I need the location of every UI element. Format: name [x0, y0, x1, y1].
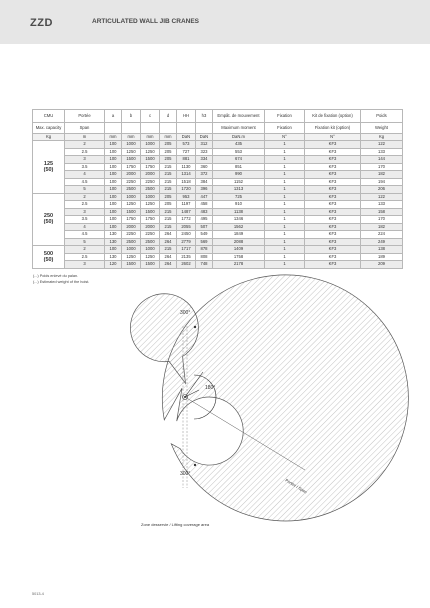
table-cell: 130 [105, 238, 122, 246]
table-cell: 100 [105, 186, 122, 194]
table-cell: 727 [177, 148, 196, 156]
table-cell: 1000 [122, 193, 141, 201]
header-cell-5: d [160, 110, 177, 123]
table-cell: 483 [196, 208, 213, 216]
table-cell: 100 [105, 163, 122, 171]
table-cell: KF3 [305, 141, 361, 149]
table-cell: 100 [105, 201, 122, 209]
unit-cell-8: DaN.m [213, 134, 265, 141]
table-cell: 1849 [213, 231, 265, 239]
table-cell: 360 [196, 163, 213, 171]
table-cell: 2602 [177, 261, 196, 269]
table-cell: 1000 [141, 141, 160, 149]
table-cell: 1 [265, 261, 305, 269]
table-cell: 5 [65, 238, 105, 246]
table-cell: 2779 [177, 238, 196, 246]
span-label: Portée / Span [284, 477, 309, 495]
subheader-cell-0: Max. capacity [33, 123, 65, 134]
table-cell: 4 [65, 223, 105, 231]
table-cell: 5 [65, 186, 105, 194]
table-cell: 2500 [141, 238, 160, 246]
table-cell: 2000 [122, 171, 141, 179]
table-cell: 1138 [213, 208, 265, 216]
table-cell: 1409 [213, 246, 265, 254]
table-cell: 189 [361, 253, 403, 261]
unit-cell-3: mm [122, 134, 141, 141]
header-cell-3: b [122, 110, 141, 123]
table-cell: 881 [177, 156, 196, 164]
table-cell: KF3 [305, 216, 361, 224]
header-cell-6: HH [177, 110, 196, 123]
table-cell: 100 [105, 178, 122, 186]
table-cell: 1487 [177, 208, 196, 216]
table-cell: 1 [265, 148, 305, 156]
table-cell: KF3 [305, 201, 361, 209]
table-cell: 1518 [177, 178, 196, 186]
table-cell: 323 [196, 148, 213, 156]
table-cell: 100 [105, 141, 122, 149]
table-cell: 384 [196, 178, 213, 186]
table-cell: 1500 [122, 261, 141, 269]
unit-cell-4: mm [141, 134, 160, 141]
table-cell: 205 [160, 193, 177, 201]
table-cell: 2 [65, 141, 105, 149]
table-cell: 1346 [213, 216, 265, 224]
table-cell: 215 [160, 216, 177, 224]
table-cell: 2500 [122, 238, 141, 246]
table-cell: KF3 [305, 193, 361, 201]
capacity-sub: (50) [43, 256, 54, 263]
table-cell: 100 [105, 156, 122, 164]
header-cell-8: Empât. de mouvement [213, 110, 265, 123]
table-cell: 1 [265, 186, 305, 194]
table-cell: 1720 [177, 186, 196, 194]
table-cell: KF3 [305, 223, 361, 231]
unit-cell-10: N° [305, 134, 361, 141]
header-cell-4: c [141, 110, 160, 123]
table-cell: KF3 [305, 171, 361, 179]
table-cell: 458 [196, 201, 213, 209]
drawing-caption: Zone desservie / Lifting coverage area [141, 522, 210, 527]
table-cell: 1 [265, 193, 305, 201]
unit-cell-1: m [65, 134, 105, 141]
table-cell: KF3 [305, 156, 361, 164]
table-cell: 264 [160, 261, 177, 269]
table-cell: 264 [160, 253, 177, 261]
table-cell: 249 [361, 238, 403, 246]
table-cell: 264 [160, 231, 177, 239]
table-cell: 4.5 [65, 231, 105, 239]
table-cell: 2.5 [65, 148, 105, 156]
table-cell: 2178 [213, 261, 265, 269]
table-cell: 1 [265, 231, 305, 239]
table-cell: 1 [265, 171, 305, 179]
table-cell: 495 [196, 216, 213, 224]
table-cell: 1 [265, 246, 305, 254]
table-cell: 1 [265, 223, 305, 231]
table-cell: 549 [196, 231, 213, 239]
subheader-cell-11: Weight [361, 123, 403, 134]
table-cell: 573 [177, 141, 196, 149]
table-cell: 1197 [177, 201, 196, 209]
unit-cell-5: mm [160, 134, 177, 141]
table-cell: 205 [160, 148, 177, 156]
table-cell: 133 [361, 201, 403, 209]
table-cell: 100 [105, 148, 122, 156]
table-cell: 100 [105, 193, 122, 201]
table-cell: 1750 [122, 163, 141, 171]
subheader-cell-10: Fixation kit (option) [305, 123, 361, 134]
table-cell: KF3 [305, 163, 361, 171]
table-cell: 205 [160, 156, 177, 164]
table-cell: 205 [160, 201, 177, 209]
table-cell: 2.5 [65, 201, 105, 209]
table-cell: 569 [196, 238, 213, 246]
table-cell: 2 [65, 193, 105, 201]
table-cell: 224 [361, 231, 403, 239]
unit-cell-2: mm [105, 134, 122, 141]
table-cell: 2000 [141, 223, 160, 231]
table-cell: 122 [361, 141, 403, 149]
header-cell-11: Poids [361, 110, 403, 123]
table-cell: 3.5 [65, 163, 105, 171]
table-cell: 100 [105, 171, 122, 179]
table-cell: KF3 [305, 178, 361, 186]
table-cell: 3.5 [65, 216, 105, 224]
subheader-cell-9: Fixation [265, 123, 305, 134]
table-cell: 1250 [122, 201, 141, 209]
unit-cell-11: Kg [361, 134, 403, 141]
table-cell: 2250 [122, 178, 141, 186]
table-cell: 953 [177, 193, 196, 201]
capacity-sub: (50) [43, 219, 54, 226]
table-cell: 1500 [141, 208, 160, 216]
table-cell: 133 [361, 148, 403, 156]
angle-top-label: 300° [180, 310, 191, 316]
brand-logo: ZZD [30, 17, 53, 29]
table-cell: 2500 [122, 186, 141, 194]
page-number: 5013-4 [32, 592, 44, 596]
table-cell: 1 [265, 201, 305, 209]
unit-cell-7: DaN [196, 134, 213, 141]
table-cell: 158 [361, 208, 403, 216]
table-cell: 1000 [122, 246, 141, 254]
table-cell: KF3 [305, 186, 361, 194]
table-cell: 2055 [177, 223, 196, 231]
table-cell: KF3 [305, 246, 361, 254]
table-cell: 3 [65, 261, 105, 269]
table-cell: 808 [196, 253, 213, 261]
subheader-cell-1: Span [65, 123, 105, 134]
table-cell: 122 [361, 193, 403, 201]
table-cell: 1313 [213, 186, 265, 194]
table-cell: 2088 [213, 238, 265, 246]
table-cell: 878 [196, 246, 213, 254]
table-cell: KF3 [305, 253, 361, 261]
table-cell: 138 [361, 246, 403, 254]
table-cell: 1 [265, 216, 305, 224]
capacity-sub: (50) [43, 166, 54, 173]
table-cell: 1750 [141, 216, 160, 224]
table-cell: 372 [196, 171, 213, 179]
table-cell: 1 [265, 156, 305, 164]
table-cell: 1250 [122, 253, 141, 261]
table-cell: 1000 [141, 193, 160, 201]
table-cell: 2250 [141, 178, 160, 186]
table-cell: KF3 [305, 148, 361, 156]
angle-bottom-label: 300° [180, 471, 191, 477]
table-cell: 2000 [122, 223, 141, 231]
table-cell: 215 [160, 163, 177, 171]
table-cell: 2135 [177, 253, 196, 261]
table-cell: 130 [105, 253, 122, 261]
capacity-value: 125 [43, 160, 54, 167]
table-cell: 1000 [122, 141, 141, 149]
table-cell: 1 [265, 208, 305, 216]
table-cell: 435 [213, 141, 265, 149]
unit-cell-6: DaN [177, 134, 196, 141]
page-title: ARTICULATED WALL JIB CRANES [92, 18, 200, 25]
table-cell: 2.5 [65, 253, 105, 261]
table-cell: 100 [105, 208, 122, 216]
note-en: (...) Estimated weight of the hoist. [33, 280, 90, 284]
table-cell: KF3 [305, 261, 361, 269]
header-cell-0: CMU [33, 110, 65, 123]
capacity-value: 250 [43, 213, 54, 220]
header-cell-9: Fixation [265, 110, 305, 123]
unit-cell-0: Kg [33, 134, 65, 141]
subheader-cell-8: Maximum moment [213, 123, 265, 134]
table-cell: 2000 [141, 171, 160, 179]
table-cell: 1130 [177, 163, 196, 171]
table-cell: 396 [196, 186, 213, 194]
table-cell: 1000 [141, 246, 160, 254]
table-cell: 4 [65, 171, 105, 179]
table-cell: 205 [160, 141, 177, 149]
table-cell: 1750 [141, 163, 160, 171]
table-cell: 2250 [122, 231, 141, 239]
table-cell: 851 [213, 163, 265, 171]
table-cell: 215 [160, 208, 177, 216]
table-cell: 170 [361, 216, 403, 224]
table-cell: 100 [105, 246, 122, 254]
table-cell: 182 [361, 171, 403, 179]
angle-mid-label: 180° [205, 385, 216, 391]
table-cell: 182 [361, 223, 403, 231]
table-cell: 725 [213, 193, 265, 201]
table-cell: 1 [265, 141, 305, 149]
table-cell: 1500 [141, 261, 160, 269]
header-cell-7: h3 [196, 110, 213, 123]
header-cell-1: Portée [65, 110, 105, 123]
table-cell: 312 [196, 141, 213, 149]
table-cell: 3 [65, 156, 105, 164]
header-cell-2: a [105, 110, 122, 123]
table-cell: 206 [361, 186, 403, 194]
table-cell: 215 [160, 246, 177, 254]
table-cell: 748 [196, 261, 213, 269]
table-cell: 1250 [141, 201, 160, 209]
table-cell: 4.5 [65, 178, 105, 186]
table-cell: 1250 [141, 148, 160, 156]
table-cell: 144 [361, 156, 403, 164]
table-cell: 1717 [177, 246, 196, 254]
table-cell: 2500 [141, 186, 160, 194]
table-cell: 1 [265, 178, 305, 186]
table-cell: 1562 [213, 223, 265, 231]
table-cell: KF3 [305, 231, 361, 239]
table-cell: 215 [160, 178, 177, 186]
table-cell: 1250 [122, 148, 141, 156]
outer-coverage-zone [162, 275, 408, 521]
table-cell: 130 [105, 231, 122, 239]
table-cell: 1500 [122, 208, 141, 216]
table-cell: 674 [213, 156, 265, 164]
table-cell: 1152 [213, 178, 265, 186]
table-cell: 910 [213, 201, 265, 209]
table-cell: 215 [160, 171, 177, 179]
table-cell: 1 [265, 253, 305, 261]
table-cell: 1 [265, 238, 305, 246]
table-cell: 3 [65, 208, 105, 216]
table-cell: 215 [160, 223, 177, 231]
note-fr: (...) Poids enlevé du palan. [33, 274, 79, 278]
table-cell: 100 [105, 223, 122, 231]
table-cell: 2450 [177, 231, 196, 239]
table-cell: 215 [160, 186, 177, 194]
table-cell: 2250 [141, 231, 160, 239]
table-cell: 553 [213, 148, 265, 156]
table-cell: 2 [65, 246, 105, 254]
table-cell: 1500 [141, 156, 160, 164]
table-cell: 990 [213, 171, 265, 179]
header-cell-10: Kit de fixation (option) [305, 110, 361, 123]
table-cell: 209 [361, 261, 403, 269]
table-cell: KF3 [305, 208, 361, 216]
table-cell: 334 [196, 156, 213, 164]
table-cell: KF3 [305, 238, 361, 246]
table-cell: 1250 [141, 253, 160, 261]
table-cell: 1758 [213, 253, 265, 261]
unit-cell-9: N° [265, 134, 305, 141]
capacity-value: 500 [43, 250, 54, 257]
table-cell: 1 [265, 163, 305, 171]
table-cell: 1772 [177, 216, 196, 224]
table-cell: 447 [196, 193, 213, 201]
table-cell: 194 [361, 178, 403, 186]
table-cell: 170 [361, 163, 403, 171]
table-cell: 120 [105, 261, 122, 269]
table-cell: 264 [160, 238, 177, 246]
table-cell: 507 [196, 223, 213, 231]
table-cell: 1314 [177, 171, 196, 179]
table-cell: 100 [105, 216, 122, 224]
table-cell: 1500 [122, 156, 141, 164]
table-cell: 1750 [122, 216, 141, 224]
